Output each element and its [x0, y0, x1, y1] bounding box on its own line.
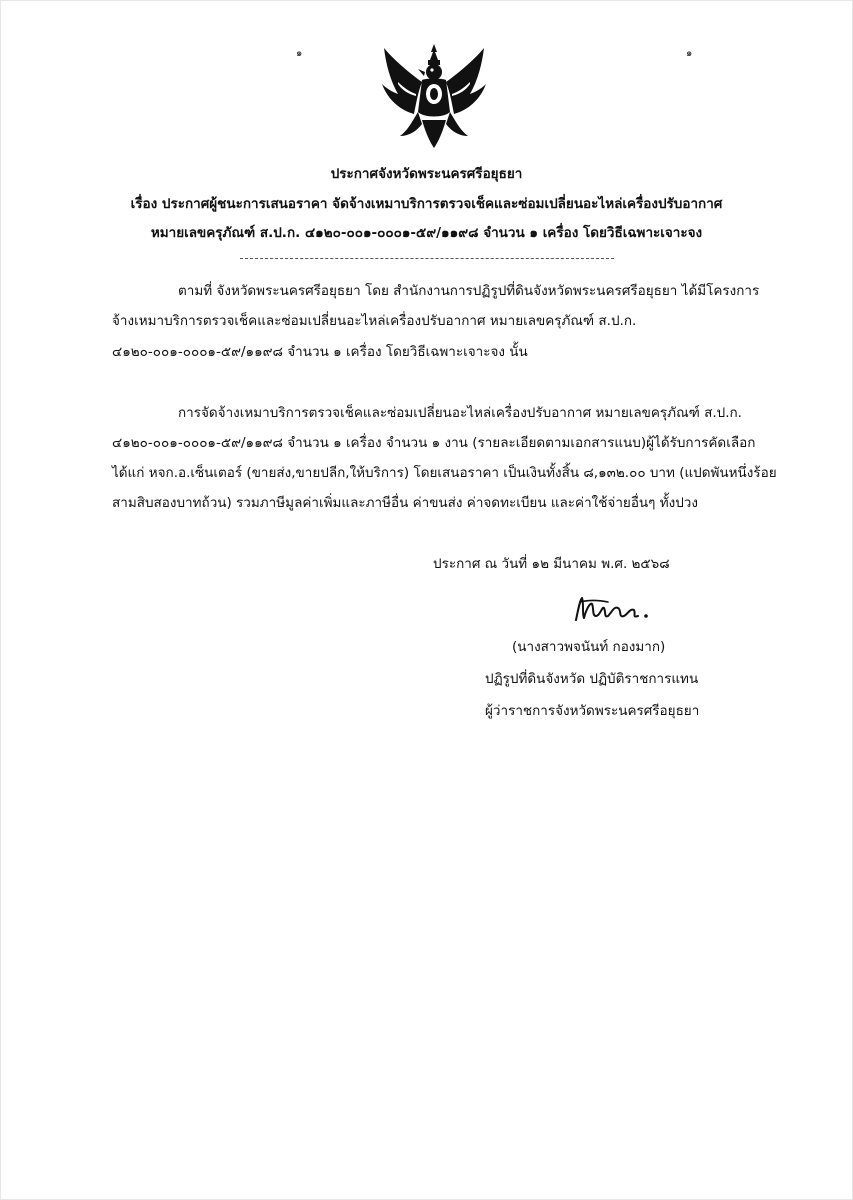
garuda-emblem-icon	[378, 42, 490, 150]
paragraph2-line1: การจัดจ้างเหมาบริการตรวจเช็คและซ่อมเปลี่ยนอะไหล่เครื่องปรับอากาศ หมายเลขครุภัณฑ์ ส.ป.ก.	[178, 405, 742, 421]
page-mark-left: ๑	[296, 48, 303, 59]
paragraph1-line2: จ้างเหมาบริการตรวจเช็คและซ่อมเปลี่ยนอะไหล่เครื่องปรับอากาศ หมายเลขครุภัณฑ์ ส.ป.ก.	[112, 313, 637, 329]
paragraph2-line2: ๔๑๒๐-๐๐๑-๐๐๐๑-๕๙/๑๑๙๘ จำนวน ๑ เครื่อง จำนวน ๑ งาน (รายละเอียดตามเอกสารแนบ)ผู้ได้รับการคัดเลือก	[112, 435, 756, 451]
page-title: ประกาศจังหวัดพระนครศรีอยุธยา	[330, 166, 523, 182]
paragraph2-line4: สามสิบสองบาทถ้วน) รวมภาษีมูลค่าเพิ่มและภาษีอื่น ค่าขนส่ง ค่าจดทะเบียน และค่าใช้จ่ายอื่นๆ ทั้งปวง	[112, 495, 698, 511]
header-divider	[240, 258, 614, 259]
paragraph1-line1: ตามที่ จังหวัดพระนครศรีอยุธยา โดย สำนักงานการปฏิรูปที่ดินจังหวัดพระนครศรีอยุธยา ได้มีโครงการ	[178, 283, 760, 299]
announcement-date: ประกาศ ณ วันที่ ๑๒ มีนาคม พ.ศ. ๒๕๖๘	[433, 556, 670, 572]
subject-line-1: เรื่อง ประกาศผู้ชนะการเสนอราคา จัดจ้างเหมาบริการตรวจเช็คและซ่อมเปลี่ยนอะไหล่เครื่องปรับอากาศ	[130, 196, 723, 212]
signer-name: (นางสาวพจนันท์ กองมาก)	[512, 639, 666, 655]
paragraph2-line3: ได้แก่ หจก.อ.เซ็นเตอร์ (ขายส่ง,ขายปลีก,ให้บริการ) โดยเสนอราคา เป็นเงินทั้งสิ้น ๘,๑๓๒.๐๐ บาท (แปดพันหนึ่งร้อย	[112, 465, 777, 481]
signer-title-line1: ปฏิรูปที่ดินจังหวัด ปฏิบัติราชการแทน	[485, 671, 699, 687]
handwritten-signature	[572, 592, 654, 626]
page-mark-right: ๑	[686, 48, 693, 59]
paragraph1-line3: ๔๑๒๐-๐๐๑-๐๐๐๑-๕๙/๑๑๙๘ จำนวน ๑ เครื่อง โดยวิธีเฉพาะเจาะจง นั้น	[112, 344, 528, 360]
subject-line-2: หมายเลขครุภัณฑ์ ส.ป.ก. ๔๑๒๐-๐๐๑-๐๐๐๑-๕๙/๑๑๙๘ จำนวน ๑ เครื่อง โดยวิธีเฉพาะเจาะจง	[150, 225, 703, 241]
signer-title-line2: ผู้ว่าราชการจังหวัดพระนครศรีอยุธยา	[485, 703, 700, 719]
